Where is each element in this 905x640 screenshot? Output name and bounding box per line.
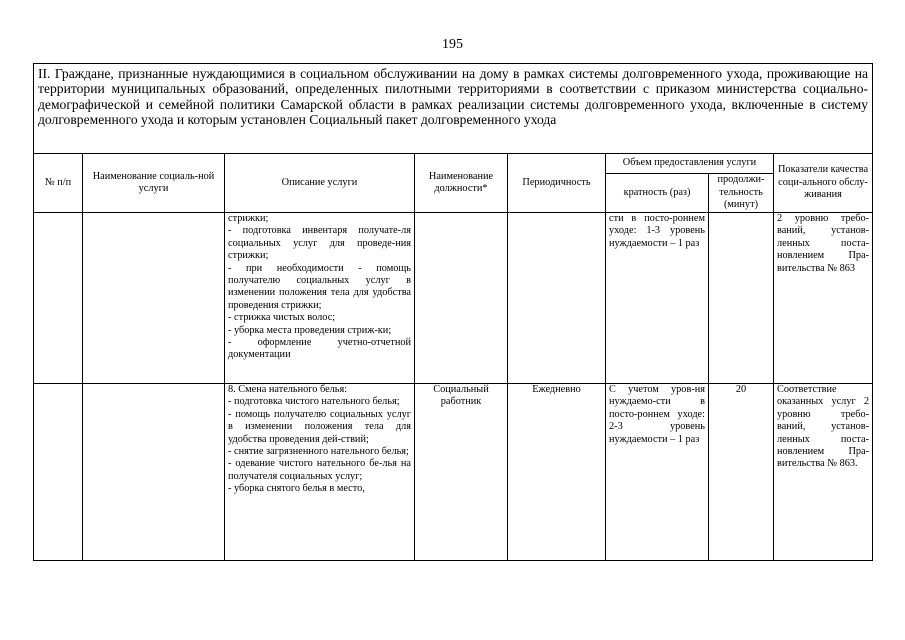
header-duration: продолжи-тельность (минут) xyxy=(709,174,774,213)
header-volume-group: Объем предоставления услуги xyxy=(606,154,774,174)
cell-duration: 20 xyxy=(709,384,774,561)
header-periodicity: Периодичность xyxy=(508,154,606,213)
cell-description xyxy=(225,384,415,561)
description-line: 8. Смена нательного белья: xyxy=(228,384,348,395)
cell-duration xyxy=(709,213,774,384)
header-description: Описание услуги xyxy=(225,154,415,213)
header-row xyxy=(34,154,873,174)
header-service-name: Наименование социаль-ной услуги xyxy=(83,154,225,213)
cell-service-name xyxy=(83,384,225,561)
description-line: - стрижка чистых волос; xyxy=(228,312,336,324)
services-table xyxy=(33,63,873,561)
header-num: № п/п xyxy=(34,154,83,213)
cell-quality: Соответствие оказанных услуг 2 уровню требо-ваний, установ-ленных поста-новлением Пра-вительства № 863. xyxy=(774,384,873,561)
section-title-row xyxy=(34,64,873,154)
cell-position xyxy=(415,213,508,384)
description-line: - при необходимости - помощь получателю социальных услуг в изменении положения тела для удобства проведения стрижки; xyxy=(228,262,411,311)
description-line: - одевание чистого нательного бе-лья на получателя социальных услуг; xyxy=(228,458,411,482)
page-number: 195 xyxy=(442,37,463,52)
description-line: - помощь получателю социальных услуг в изменении положения тела для удобства проведения дей-ствий; xyxy=(228,408,411,445)
description-line: стрижки; xyxy=(228,213,269,224)
description-line: - снятие загрязненного нательного белья; xyxy=(228,446,409,458)
cell-frequency: сти в посто-роннем уходе: 1-3 уровень нуждаемости – 1 раз xyxy=(606,213,709,384)
description-line: - уборка места проведения стриж-ки; xyxy=(228,324,392,336)
header-frequency: кратность (раз) xyxy=(606,174,709,213)
cell-position: Социальный работник xyxy=(415,384,508,561)
cell-description xyxy=(225,213,415,384)
table-row xyxy=(34,213,873,384)
section-title: II. Граждане, признанные нуждающимися в социальном обслуживании на дому в рамках системы долговременного ухода, проживающие на территории муниципальных образований, определенных пилотными территориями в соответствии с приказом министерства социально-демографической и семейной политики Самарской области в рамках реализации системы долговременного ухода, включенные в систему долговременного ухода и которым установлен Социальный пакет долговременного ухода xyxy=(34,64,873,154)
cell-quality: 2 уровню требо-ваний, установ-ленных поста-новлением Пра-вительства № 863 xyxy=(774,213,873,384)
description-line: - оформление учетно-отчетной документации xyxy=(228,337,411,361)
table-row xyxy=(34,384,873,561)
description-line: - подготовка чистого нательного белья; xyxy=(228,396,400,408)
cell-periodicity: Ежедневно xyxy=(508,384,606,561)
cell-num xyxy=(34,213,83,384)
cell-num xyxy=(34,384,83,561)
description-line: - подготовка инвентаря получате-ля социальных услуг для проведе-ния стрижки; xyxy=(228,225,411,262)
cell-service-name xyxy=(83,213,225,384)
description-line: - уборка снятого белья в место, xyxy=(228,483,365,495)
header-position: Наименование должности* xyxy=(415,154,508,213)
header-quality: Показатели качества соци-ального обслу-живания xyxy=(774,154,873,213)
cell-frequency: С учетом уров-ня нуждаемо-сти в посто-роннем уходе: 2-3 уровень нуждаемости – 1 раз xyxy=(606,384,709,561)
cell-periodicity xyxy=(508,213,606,384)
